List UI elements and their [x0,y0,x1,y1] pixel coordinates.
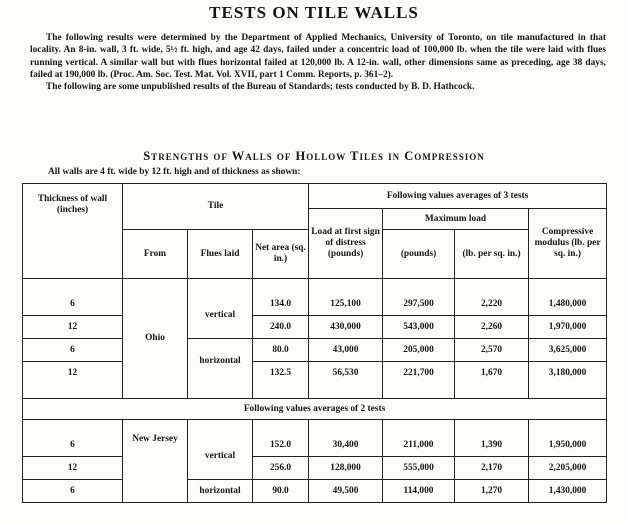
header-load-first: Load at first sign of distress (pounds) [309,209,383,279]
cell-thickness: 12 [23,457,123,480]
header-lb-per: (lb. per sq. in.) [455,230,529,279]
table-row [23,362,607,385]
cell-modulus: 1,430,000 [529,480,607,503]
cell-modulus: 3,180,000 [529,362,607,385]
cell-load-first: 125,100 [309,293,383,316]
cell-max-pounds: 555,000 [383,457,455,480]
table-note: All walls are 4 ft. wide by 12 ft. high and of thickness as shown: [48,167,301,177]
subheader-averages-2: Following values averages of 2 tests [23,399,607,420]
table-row [23,293,607,316]
header-flues-laid: Flues laid [188,230,253,279]
cell-thickness: 6 [23,339,123,362]
cell-from-new-jersey: New Jersey [123,434,188,503]
cell-net-area: 132.5 [253,362,309,385]
cell-modulus: 1,480,000 [529,293,607,316]
cell-max-pounds: 211,000 [383,434,455,457]
cell-modulus: 1,970,000 [529,316,607,339]
cell-max-pounds: 297,500 [383,293,455,316]
cell-modulus: 3,625,000 [529,339,607,362]
cell-load-first: 430,000 [309,316,383,339]
cell-load-first: 30,400 [309,434,383,457]
cell-max-pounds: 205,000 [383,339,455,362]
cell-max-psi: 2,220 [455,293,529,316]
cell-net-area: 240.0 [253,316,309,339]
cell-max-pounds: 543,000 [383,316,455,339]
intro-paragraph-1: The following results were determined by the Department of Applied Mechanics, University of Toronto, on tile manufactured in that locality. An 8-in. wall, 3 ft. wide, 5½ ft. high, and age 42 days, failed under a concentric load of 100,000 lb. when the tile were laid with flues running vertical. A similar wall but with flues horizontal failed at 120,000 lb. A 12-in. wall, other dimensions same as preceding, age 38 days, failed at 190,000 lb. (Proc. Am. Soc. Test. Mat. Vol. XVII, part 1 Comm. Reports, p. 361–2). [30,33,606,80]
header-net-area: Net area (sq. in.) [253,230,309,279]
cell-modulus: 2,205,000 [529,457,607,480]
header-comp-modulus: Compressive modulus (lb. per sq. in.) [529,209,607,279]
page-title: TESTS ON TILE WALLS [209,3,419,22]
header-averages-3: Following values averages of 3 tests [309,184,607,209]
cell-net-area: 256.0 [253,457,309,480]
cell-modulus: 1,950,000 [529,434,607,457]
cell-max-psi: 2,170 [455,457,529,480]
header-from: From [123,230,188,279]
table-row [23,339,607,362]
cell-net-area: 90.0 [253,480,309,503]
cell-flues-horizontal: horizontal [188,339,253,385]
cell-load-first: 49,500 [309,480,383,503]
table-row [23,316,607,339]
cell-max-pounds: 221,700 [383,362,455,385]
cell-flues-vertical: vertical [188,293,253,339]
cell-thickness: 12 [23,362,123,385]
cell-max-psi: 1,390 [455,434,529,457]
intro-text [30,32,606,93]
cell-max-psi: 2,260 [455,316,529,339]
intro-paragraph-2: The following are some unpublished results of the Bureau of Standards; tests conducted by B. D. Hathcock. [46,82,475,93]
header-tile: Tile [123,184,309,230]
table-row [23,434,607,457]
cell-thickness: 6 [23,293,123,316]
cell-net-area: 80.0 [253,339,309,362]
cell-thickness: 6 [23,434,123,457]
cell-from-ohio: Ohio [123,293,188,384]
cell-max-psi: 2,570 [455,339,529,362]
header-max-load: Maximum load [383,209,529,230]
table-row [23,457,607,480]
cell-thickness: 12 [23,316,123,339]
cell-flues-horizontal: horizontal [188,480,253,503]
table-row [23,480,607,503]
cell-net-area: 134.0 [253,293,309,316]
cell-thickness: 6 [23,480,123,503]
cell-load-first: 128,000 [309,457,383,480]
cell-flues-vertical: vertical [188,434,253,480]
cell-load-first: 56,530 [309,362,383,385]
header-thickness: Thickness of wall (inches) [23,184,123,279]
table-title: Strengths of Walls of Hollow Tiles in Compression [143,149,485,163]
strength-table [22,183,607,503]
cell-max-psi: 1,670 [455,362,529,385]
cell-max-psi: 1,270 [455,480,529,503]
cell-net-area: 152.0 [253,434,309,457]
cell-load-first: 43,000 [309,339,383,362]
cell-max-pounds: 114,000 [383,480,455,503]
header-pounds: (pounds) [383,230,455,279]
